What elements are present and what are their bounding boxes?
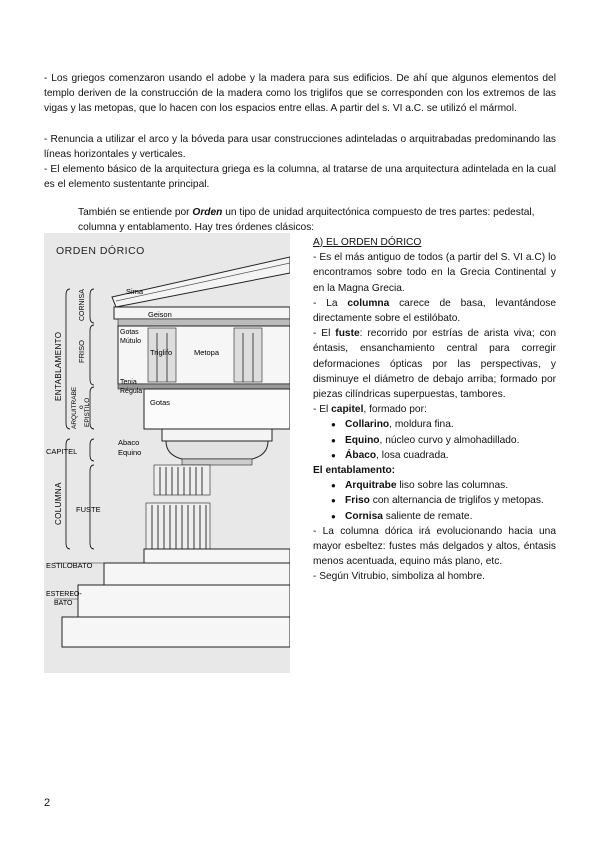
doric-order-diagram — [44, 233, 290, 673]
label-equino: Equino — [118, 448, 142, 457]
label-estilobato: ESTILOBATO — [46, 561, 93, 570]
abacus-shape — [162, 429, 272, 441]
label-sima: Sima — [126, 287, 144, 296]
label-estereo: ESTEREO- — [46, 591, 82, 598]
paragraph-intro-materials: - Los griegos comenzaron usando el adobe y la madera para sus edificios. De ahí que algunos elementos del templo deriven de la construcción de la madera como los triglifos que se corresponden con los extremos de las vigas y las metopas, que lo hacen con los espacios entre ellas. A partir del s. VI a.C. se utilizó el mármol. — [44, 73, 556, 115]
label-geison: Geison — [148, 310, 172, 319]
doric-fuste-line: - El fuste: recorrido por estrías de arista viva; con éntasis, ensanchamiento central para corregir deformaciones ópticas por las perspectivas, y disminuye el diámetro de debajo arriba; formado por piezas cilíndricas superpuestas, tambores. — [313, 328, 556, 401]
bullet-collarino: ● Collarino, moldura fina. — [329, 417, 556, 432]
label-capitel: CAPITEL — [46, 447, 78, 456]
label-regula: Régula — [120, 388, 143, 395]
doric-vitruvius-line: - Según Vitrubio, simboliza al hombre. — [313, 571, 485, 583]
page-number: 2 — [44, 797, 51, 809]
label-friso: FRISO — [77, 340, 86, 363]
step-1 — [104, 563, 290, 585]
label-entablamento: ENTABLAMENTO — [54, 331, 63, 401]
triglyph-2 — [234, 328, 262, 382]
doric-column-line: - La columna carece de basa, levantándose directamente sobre el estilóbato. — [313, 297, 556, 325]
label-epistilo: EPISTILO — [84, 397, 91, 427]
label-gotas-2: Gotas — [150, 398, 171, 407]
label-tenia: Tenia — [120, 379, 137, 386]
doric-origin-line: - Es el más antiguo de todos (a partir del S. VI a.C) lo encontramos sobre todo en la Grecia Continental y en la Magna Grecia. — [313, 252, 556, 294]
paragraph-arch-vault: - Renuncia a utilizar el arco y la bóveda para usar construcciones adinteladas o arquitrabadas predominando las líneas horizontales y verticales. — [44, 134, 556, 161]
step-3 — [62, 617, 290, 647]
diagram-title: ORDEN DÓRICO — [56, 245, 145, 257]
bullet-cornisa: ● Cornisa saliente de remate. — [329, 509, 556, 524]
label-metopa: Metopa — [194, 348, 220, 357]
taenia-band — [118, 384, 290, 389]
paragraph-orden-definition: También se entiende por Orden un tipo de unidad arquitectónica compuesto de tres partes: pedestal, columna y entablamento. Hay tres órdenes clásicos: — [78, 207, 535, 234]
label-arquitrabe: ARQUITRABE — [71, 386, 78, 429]
bullet-equino: ● Equino, núcleo curvo y almohadillado. — [329, 433, 556, 448]
bullet-arquitrabe: ● Arquitrabe liso sobre las columnas. — [329, 478, 556, 493]
bullet-abaco: ● Ábaco, losa cuadrada. — [329, 448, 556, 463]
paragraph-column: - El elemento básico de la arquitectura griega es la columna, al tratarse de una arquitectura adintelada en la cual es el elemento sustentante principal. — [44, 164, 556, 191]
label-bato: BATO — [54, 600, 73, 607]
label-abaco: Abaco — [118, 438, 140, 447]
section-title: A) EL ORDEN DÓRICO — [313, 237, 422, 248]
term-orden: Orden — [192, 207, 223, 218]
geison-shape — [114, 307, 290, 319]
label-triglifo: Triglifo — [150, 348, 173, 357]
echinus-shape — [166, 441, 268, 459]
architrave-shape — [144, 389, 290, 429]
collar-shape — [182, 459, 252, 465]
label-mutulo: Mútulo — [120, 338, 142, 345]
label-columna: COLUMNA — [54, 482, 63, 525]
label-fuste: FUSTE — [76, 505, 101, 514]
bullet-friso: ● Friso con alternancia de triglifos y metopas. — [329, 493, 556, 508]
doric-evolution-line: - La columna dórica irá evolucionando hacia una mayor esbeltez: fustes más delgados y altos, éntasis menos acentuada, equino más plano, etc. — [313, 525, 556, 568]
label-cornisa: CORNISA — [79, 289, 86, 321]
stylobate-shape — [144, 549, 290, 563]
mutulo-band — [118, 319, 290, 326]
doric-order-column — [313, 221, 556, 585]
label-gotas: Gotas — [120, 329, 139, 336]
step-2 — [78, 585, 290, 617]
label-o: o — [78, 405, 85, 409]
doric-capitel-line: - El capitel, formado por: — [313, 404, 427, 416]
entablamento-heading: El entablamento: — [313, 465, 396, 477]
